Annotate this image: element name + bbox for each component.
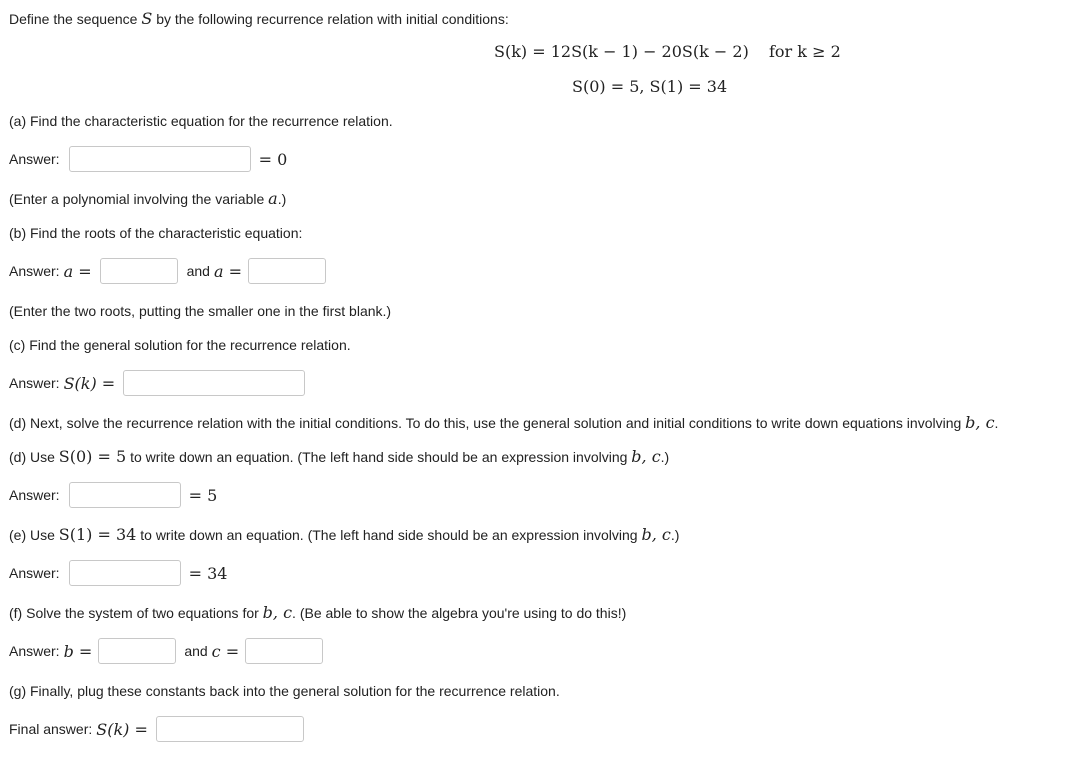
part-c-eq-label: S(k) = [63,373,116,393]
part-d-q-after: to write down an equation. (The left hand side should be an expression involving [130,449,628,465]
part-f-and-label: and [184,643,208,659]
part-c-answer-row [9,368,305,398]
intro-text [9,9,509,29]
part-a-answer-row [9,144,287,174]
part-b-root2-input[interactable] [248,258,326,284]
part-c-answer-label: Answer: [9,375,60,391]
intro-text-before: Define the sequence [9,11,138,27]
part-a-question: (a) Find the characteristic equation for the recurrence relation. [9,113,393,129]
part-a-answer-input[interactable] [69,146,251,172]
part-b-and-label: and [186,263,210,279]
part-d-answer-input[interactable] [69,482,181,508]
part-f-q-vars: b, c [262,603,293,622]
part-f-answer-label: Answer: [9,643,60,659]
part-f-question [9,603,626,623]
part-d-equals-five: = 5 [188,485,218,505]
part-d-intro [9,413,998,433]
part-f-b-input[interactable] [98,638,176,664]
part-b-answer-label: Answer: [9,263,60,279]
part-a-equals-zero: = 0 [258,149,288,169]
part-b-hint: (Enter the two roots, putting the smaller one in the first blank.) [9,303,392,319]
part-e-question [9,525,679,545]
part-f-q-before: (f) Solve the system of two equations for [9,605,259,621]
part-b-eq1-label: a = [63,261,92,281]
part-f-q-after: . (Be able to show the algebra you're using to do this!) [292,605,627,621]
part-d-answer-row [9,480,217,510]
part-e-q-math: S(1) = 34 [58,525,137,544]
part-a-hint-before: (Enter a polynomial involving the variable [9,191,265,207]
part-b-root1-input[interactable] [100,258,178,284]
part-f-answer-row [9,636,323,666]
part-d-q-math: S(0) = 5 [58,447,127,466]
intro-var-s: S [141,9,153,28]
part-d-answer-label: Answer: [9,487,60,503]
part-d-q-end: .) [660,449,670,465]
part-d-question [9,447,669,467]
part-b-question: (b) Find the roots of the characteristic equation: [9,225,303,241]
initial-conditions: S(0) = 5, S(1) = 34 [572,77,728,96]
part-g-answer-label: Final answer: [9,721,93,737]
part-g-answer-row [9,714,304,744]
recurrence-condition: for k ≥ 2 [769,42,841,61]
recurrence-equation: S(k) = 12S(k − 1) − 20S(k − 2) [494,42,749,61]
part-f-eq2-label: c = [211,641,240,661]
part-d-intro-vars: b, c [965,413,995,432]
part-b-eq2-label: a = [213,261,242,281]
final-answer-input[interactable] [156,716,304,742]
part-e-answer-row [9,558,227,588]
part-a-answer-label: Answer: [9,151,60,167]
part-e-answer-input[interactable] [69,560,181,586]
intro-text-after: by the following recurrence relation with initial conditions: [156,11,509,27]
part-f-eq1-label: b = [63,641,93,661]
part-a-hint-after: .) [277,191,287,207]
part-e-equals-34: = 34 [188,563,228,583]
part-d-intro-text: (d) Next, solve the recurrence relation with the initial conditions. To do this, use the general solution and initial conditions to write down equations involving [9,415,962,431]
part-e-q-after: to write down an equation. (The left hand side should be an expression involving [140,527,638,543]
part-e-q-end: .) [670,527,680,543]
part-d-q-vars: b, c [631,447,661,466]
part-d-intro-end: . [994,415,999,431]
part-e-answer-label: Answer: [9,565,60,581]
part-g-eq-label: S(k) = [96,719,148,739]
part-g-question: (g) Finally, plug these constants back into the general solution for the recurrence relation. [9,683,560,699]
part-e-q-before: (e) Use [9,527,55,543]
part-d-q-before: (d) Use [9,449,55,465]
part-c-answer-input[interactable] [123,370,305,396]
part-c-question: (c) Find the general solution for the recurrence relation. [9,337,351,353]
part-e-q-vars: b, c [641,525,671,544]
part-a-hint-var: a [268,189,278,208]
part-f-c-input[interactable] [245,638,323,664]
recurrence-equation-line [494,42,841,62]
part-a-hint [9,189,286,209]
part-b-answer-row [9,256,326,286]
